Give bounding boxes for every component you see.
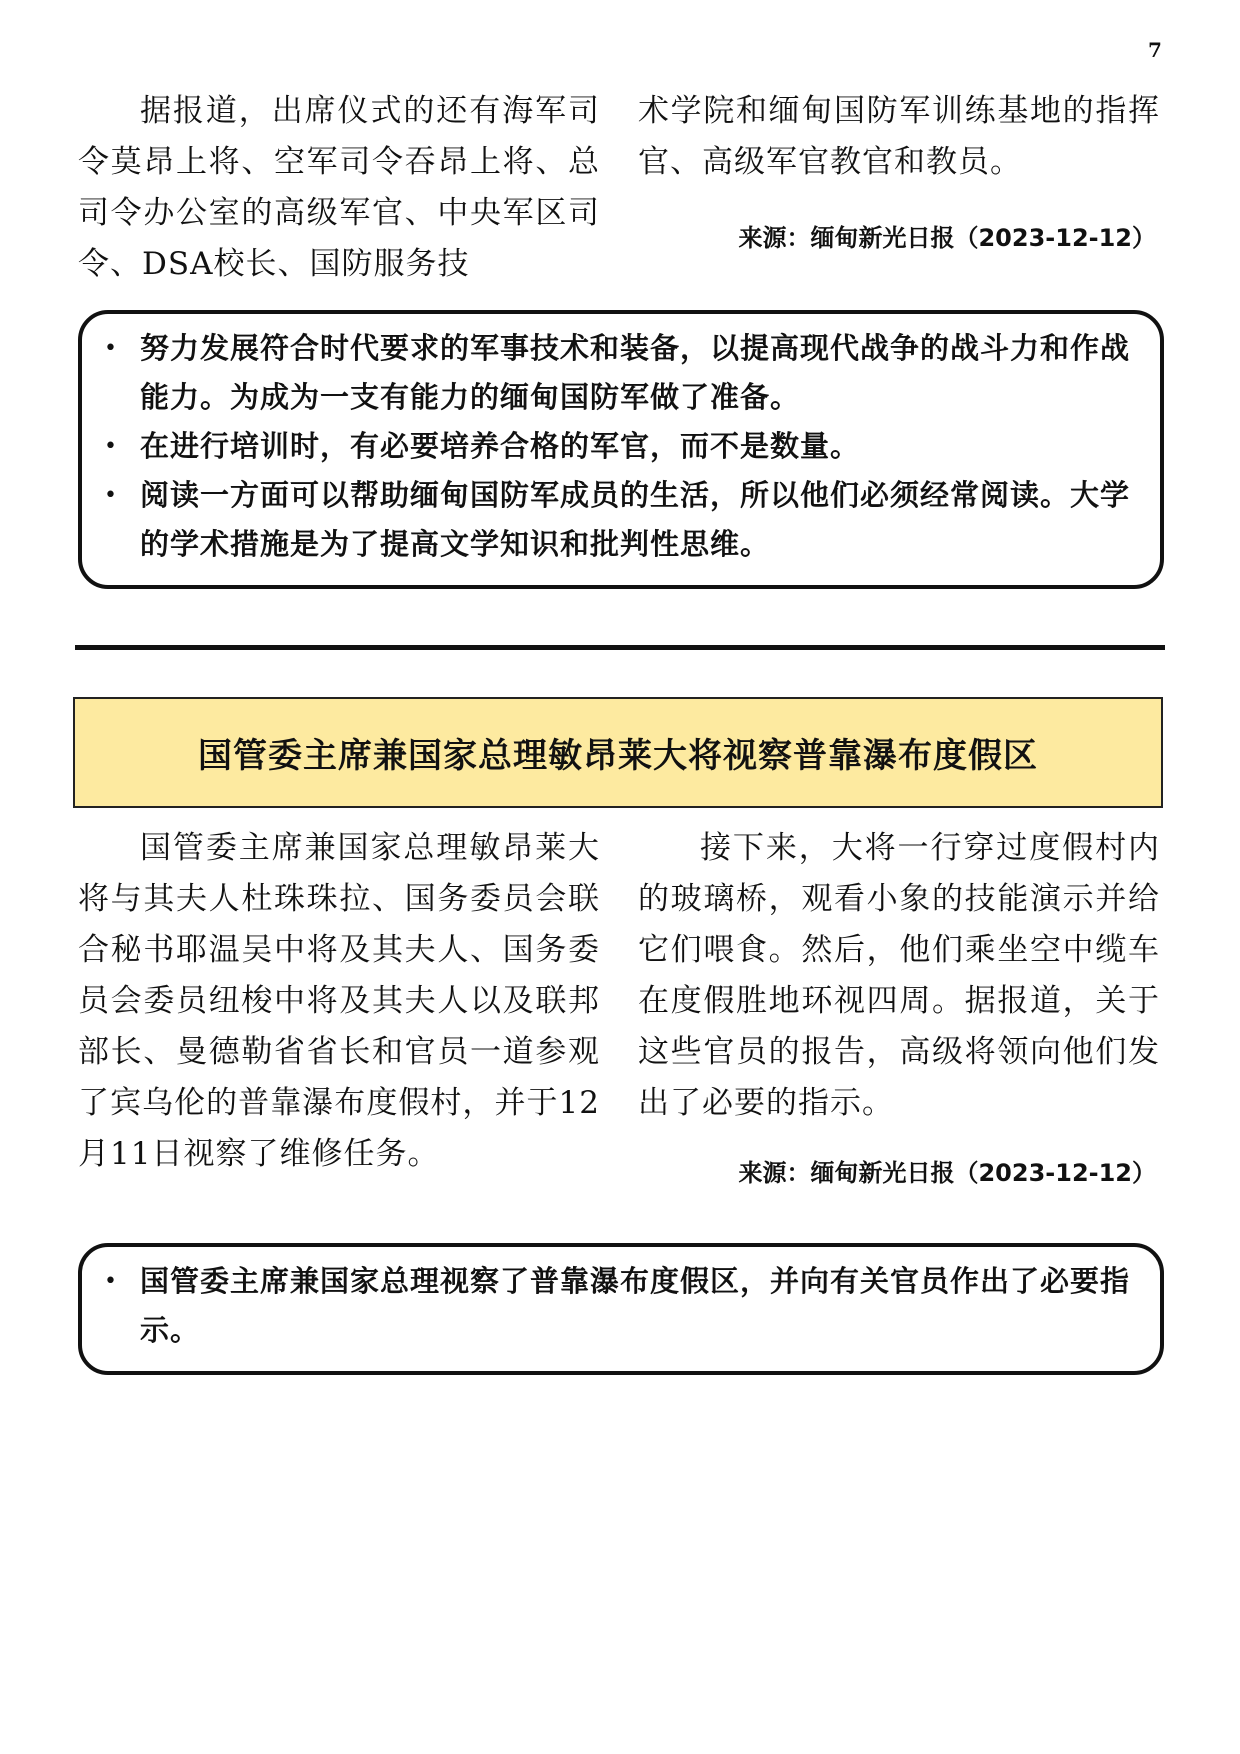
article-2-headline: 国管委主席兼国家总理敏昂莱大将视察普靠瀑布度假区 — [198, 736, 1038, 776]
article-1-left-paragraph: 据报道，出席仪式的还有海军司令莫昂上将、空军司令吞昂上将、总司令办公室的高级军官、中央军区司令、DSA校长、国防服务技 — [78, 93, 600, 282]
article-1-right-column — [638, 86, 1160, 290]
summary-bullet: • 阅读一方面可以帮助缅甸国防军成员的生活，所以他们必须经常阅读。大学的学术措施是为了提高文学知识和批判性思维。 — [96, 471, 1140, 569]
summary-bullet: • 努力发展符合时代要求的军事技术和装备，以提高现代战争的战斗力和作战能力。为成为一支有能力的缅甸国防军做了准备。 — [96, 324, 1140, 422]
article-2-left-paragraph: 国管委主席兼国家总理敏昂莱大将与其夫人杜珠珠拉、国务委员会联合秘书耶温吴中将及其夫人、国务委员会委员纽梭中将及其夫人以及联邦部长、曼德勒省省长和官员一道参观了宾乌伦的普靠瀑布度假村，并于12月11日视察了维修任务。 — [78, 830, 600, 1172]
summary-bullet: • 国管委主席兼国家总理视察了普靠瀑布度假区，并向有关官员作出了必要指示。 — [96, 1257, 1140, 1355]
article-2-source: 来源：缅甸新光日报（2023-12-12） — [738, 1159, 1156, 1187]
article-2-headline-box — [73, 697, 1163, 808]
page-number: 7 — [1148, 38, 1162, 62]
article-2-summary-list — [96, 1257, 1140, 1355]
section-divider — [75, 645, 1165, 650]
article-2-columns — [78, 823, 1160, 1188]
article-1-columns — [78, 86, 1160, 290]
article-2-right-column — [638, 823, 1160, 1188]
article-1-left-column — [78, 86, 600, 290]
article-1-right-paragraph: 术学院和缅甸国防军训练基地的指挥官、高级军官教官和教员。 — [638, 93, 1160, 180]
summary-bullet: • 在进行培训时，有必要培养合格的军官，而不是数量。 — [96, 422, 1140, 471]
article-2-left-column — [78, 823, 600, 1188]
article-2-right-paragraph: 接下来，大将一行穿过度假村内的玻璃桥，观看小象的技能演示并给它们喂食。然后，他们乘坐空中缆车在度假胜地环视四周。据报道，关于这些官员的报告，高级将领向他们发出了必要的指示。 — [638, 830, 1160, 1121]
article-1-source: 来源：缅甸新光日报（2023-12-12） — [738, 224, 1156, 252]
article-1-summary-box — [78, 310, 1164, 589]
article-1-summary-list — [96, 324, 1140, 569]
article-2-summary-box — [78, 1243, 1164, 1375]
